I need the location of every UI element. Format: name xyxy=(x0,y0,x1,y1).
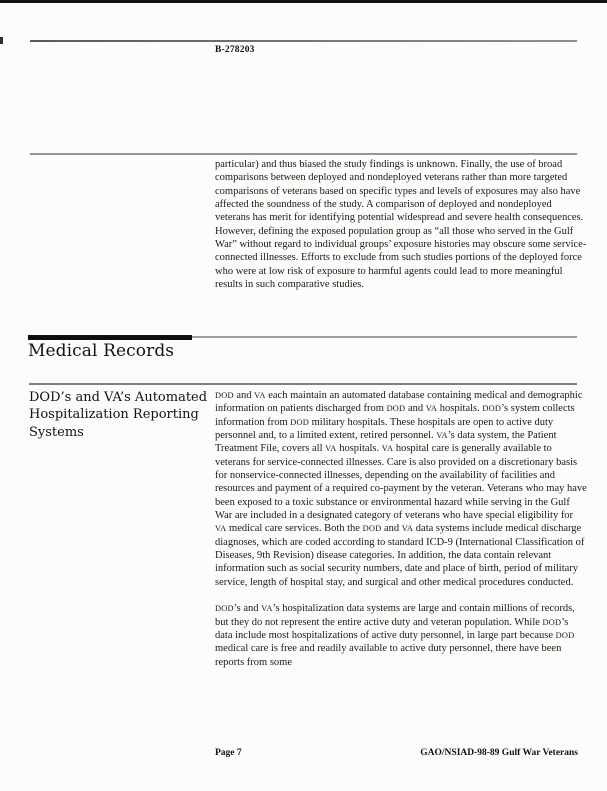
page-footer xyxy=(215,748,578,758)
scan-top-edge xyxy=(0,0,607,3)
body-paragraph: DOD’s and VA’s hospitalization data systems are large and contain millions of records, but they do not represent the entire active duty and veteran population. While DOD’s data include most hospitalizations of active duty personnel, in large part because DOD medical care is free and readily available to active duty personnel, there have been reports from some xyxy=(215,603,575,668)
subsection-rule xyxy=(29,383,577,385)
body-paragraph: DOD and VA each maintain an automated database containing medical and demographic information on patients discharged from DOD and VA hospitals. DOD’s system collects information from DOD military hospitals. These hospitals are open to active duty personnel and, to a limited extent, retired personnel. VA’s data system, the Patient Treatment File, covers all VA hospitals. VA hospital care is generally available to veterans for service-connected illnesses. Care is also provided on a discretionary basis for nonservice-connected illnesses, depending on the availability of facilities and resources and payment of a required co-payment by the veteran. Veterans who may have been exposed to a toxic substance or environmental hazard while serving in the Gulf War are included in a designated category of veterans who have special eligibility for VA medical care services. Both the DOD and VA data systems include medical discharge diagnoses, which are coded according to standard ICD-9 (International Classification of Diseases, 9th Revision) disease categories. In addition, the data contain relevant information such as social security numbers, date and place of birth, period of military service, length of hospital stay, and surgical and other medical procedures conducted. xyxy=(215,390,587,588)
section-rule-thick xyxy=(28,335,192,340)
section-rule-thin xyxy=(192,336,577,338)
section-continuation-rule xyxy=(30,153,577,155)
section-title: Medical Records xyxy=(28,341,175,361)
scan-artifact xyxy=(0,37,3,44)
report-id: GAO/NSIAD-98-89 Gulf War Veterans xyxy=(420,748,578,758)
main-text-column xyxy=(215,389,587,682)
intro-paragraph: particular) and thus biased the study findings is unknown. Finally, the use of broad comparisons between deployed and nondeployed veterans rather than more targeted comparisons of veterans based on specific types and levels of exposures may also have affected the soundness of the study. A comparison of deployed and nondeployed veterans has merit for identifying potential widespread and severe health consequences. However, defining the exposed population group as “all those who served in the Gulf War” without regard to individual groups’ exposure histories may obscure some service-connected illnesses. Efforts to exclude from such studies portions of the deployed force who were at low risk of exposure to harmful agents could lead to more meaningful results in such comparative studies. xyxy=(215,159,587,291)
header-rule xyxy=(30,40,577,42)
page-number: Page 7 xyxy=(215,748,242,758)
subsection-heading: DOD’s and VA’s Automated Hospitalization Reporting Systems xyxy=(29,390,208,440)
document-reference-number: B-278203 xyxy=(215,45,255,55)
